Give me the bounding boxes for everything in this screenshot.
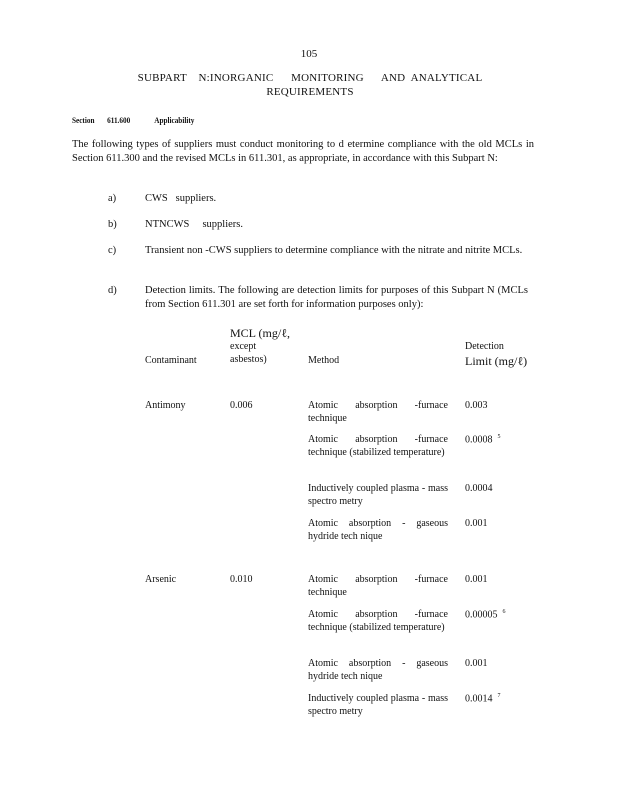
section-heading [72,115,194,126]
header-detection-line-2: Limit (mg/ℓ) [465,353,528,368]
method-cell: Inductively coupled plasma - mass spectro metry [308,483,448,507]
mcl-cell: 0.010 [230,574,253,585]
limit-cell [465,609,506,622]
limit-cell [465,434,501,447]
limit-value: 0.0014 [465,693,493,705]
section-number: Section 611.600 [72,115,131,125]
contaminant-cell: Antimony [145,400,186,411]
limit-value: 0.001 [465,574,488,585]
limit-cell [465,483,493,496]
header-method: Method [308,355,340,366]
header-detection-line-1: Detection [465,341,504,352]
list-item-label: c) [108,245,117,256]
list-item-text: Detection limits. The following are detection limits for purposes of this Subpart N (MCLs from Section 611.301 are set forth for information purposes only): [145,285,528,310]
limit-value: 0.00005 [465,609,498,621]
list-item-text: CWS suppliers. [145,193,217,204]
mcl-cell: 0.006 [230,400,253,411]
title-line-2: REQUIREMENTS [266,85,354,98]
method-cell: Atomic absorption - gaseous hydride tech nique [308,518,448,542]
limit-value: 0.0008 [465,434,493,446]
page-title [120,72,500,100]
footnote-marker: 6 [502,609,506,615]
page-number: 105 [300,48,318,60]
method-cell: Inductively coupled plasma - mass spectro metry [308,693,448,717]
header-mcl-line-3: asbestos) [230,353,267,365]
method-cell: Atomic absorption -furnace technique [308,574,448,598]
method-cell: Atomic absorption -furnace technique [308,400,448,424]
footnote-marker: 7 [497,693,501,699]
method-cell: Atomic absorption -furnace technique (stabilized temperature) [308,609,448,633]
list-item-label: a) [108,193,117,204]
list-item-text: NTNCWS suppliers. [145,219,243,230]
footnote-marker: 5 [497,434,501,440]
list-item-label: b) [108,219,117,230]
header-mcl [230,326,290,366]
limit-value: 0.0004 [465,483,493,494]
limit-value: 0.001 [465,658,488,669]
limit-value: 0.003 [465,400,488,411]
limit-cell [465,658,488,671]
method-cell: Atomic absorption -furnace technique (stabilized temperature) [308,434,448,458]
contaminant-cell: Arsenic [145,574,177,585]
header-detection-limit [465,341,527,369]
limit-cell [465,518,488,531]
list-item-text: Transient non -CWS suppliers to determine compliance with the nitrate and nitrite MCLs. [145,245,523,256]
header-mcl-line-1: MCL (mg/ℓ, [230,326,290,340]
limit-cell [465,574,488,587]
limit-cell [465,400,488,413]
section-title: Applicability [154,115,195,125]
method-cell: Atomic absorption - gaseous hydride tech nique [308,658,448,682]
intro-paragraph: The following types of suppliers must conduct monitoring to d etermine compliance with the old MCLs in Section 611.300 and the revised MCLs in 611.301, as appropriate, in accordance with this Subpart N: [72,139,534,164]
title-line-1: SUBPART N:INORGANIC MONITORING AND ANALYTICAL [137,72,483,84]
limit-value: 0.001 [465,518,488,529]
header-mcl-line-2: except [230,341,257,352]
list-item-label: d) [108,285,117,296]
header-contaminant: Contaminant [145,355,197,366]
limit-cell [465,693,501,706]
